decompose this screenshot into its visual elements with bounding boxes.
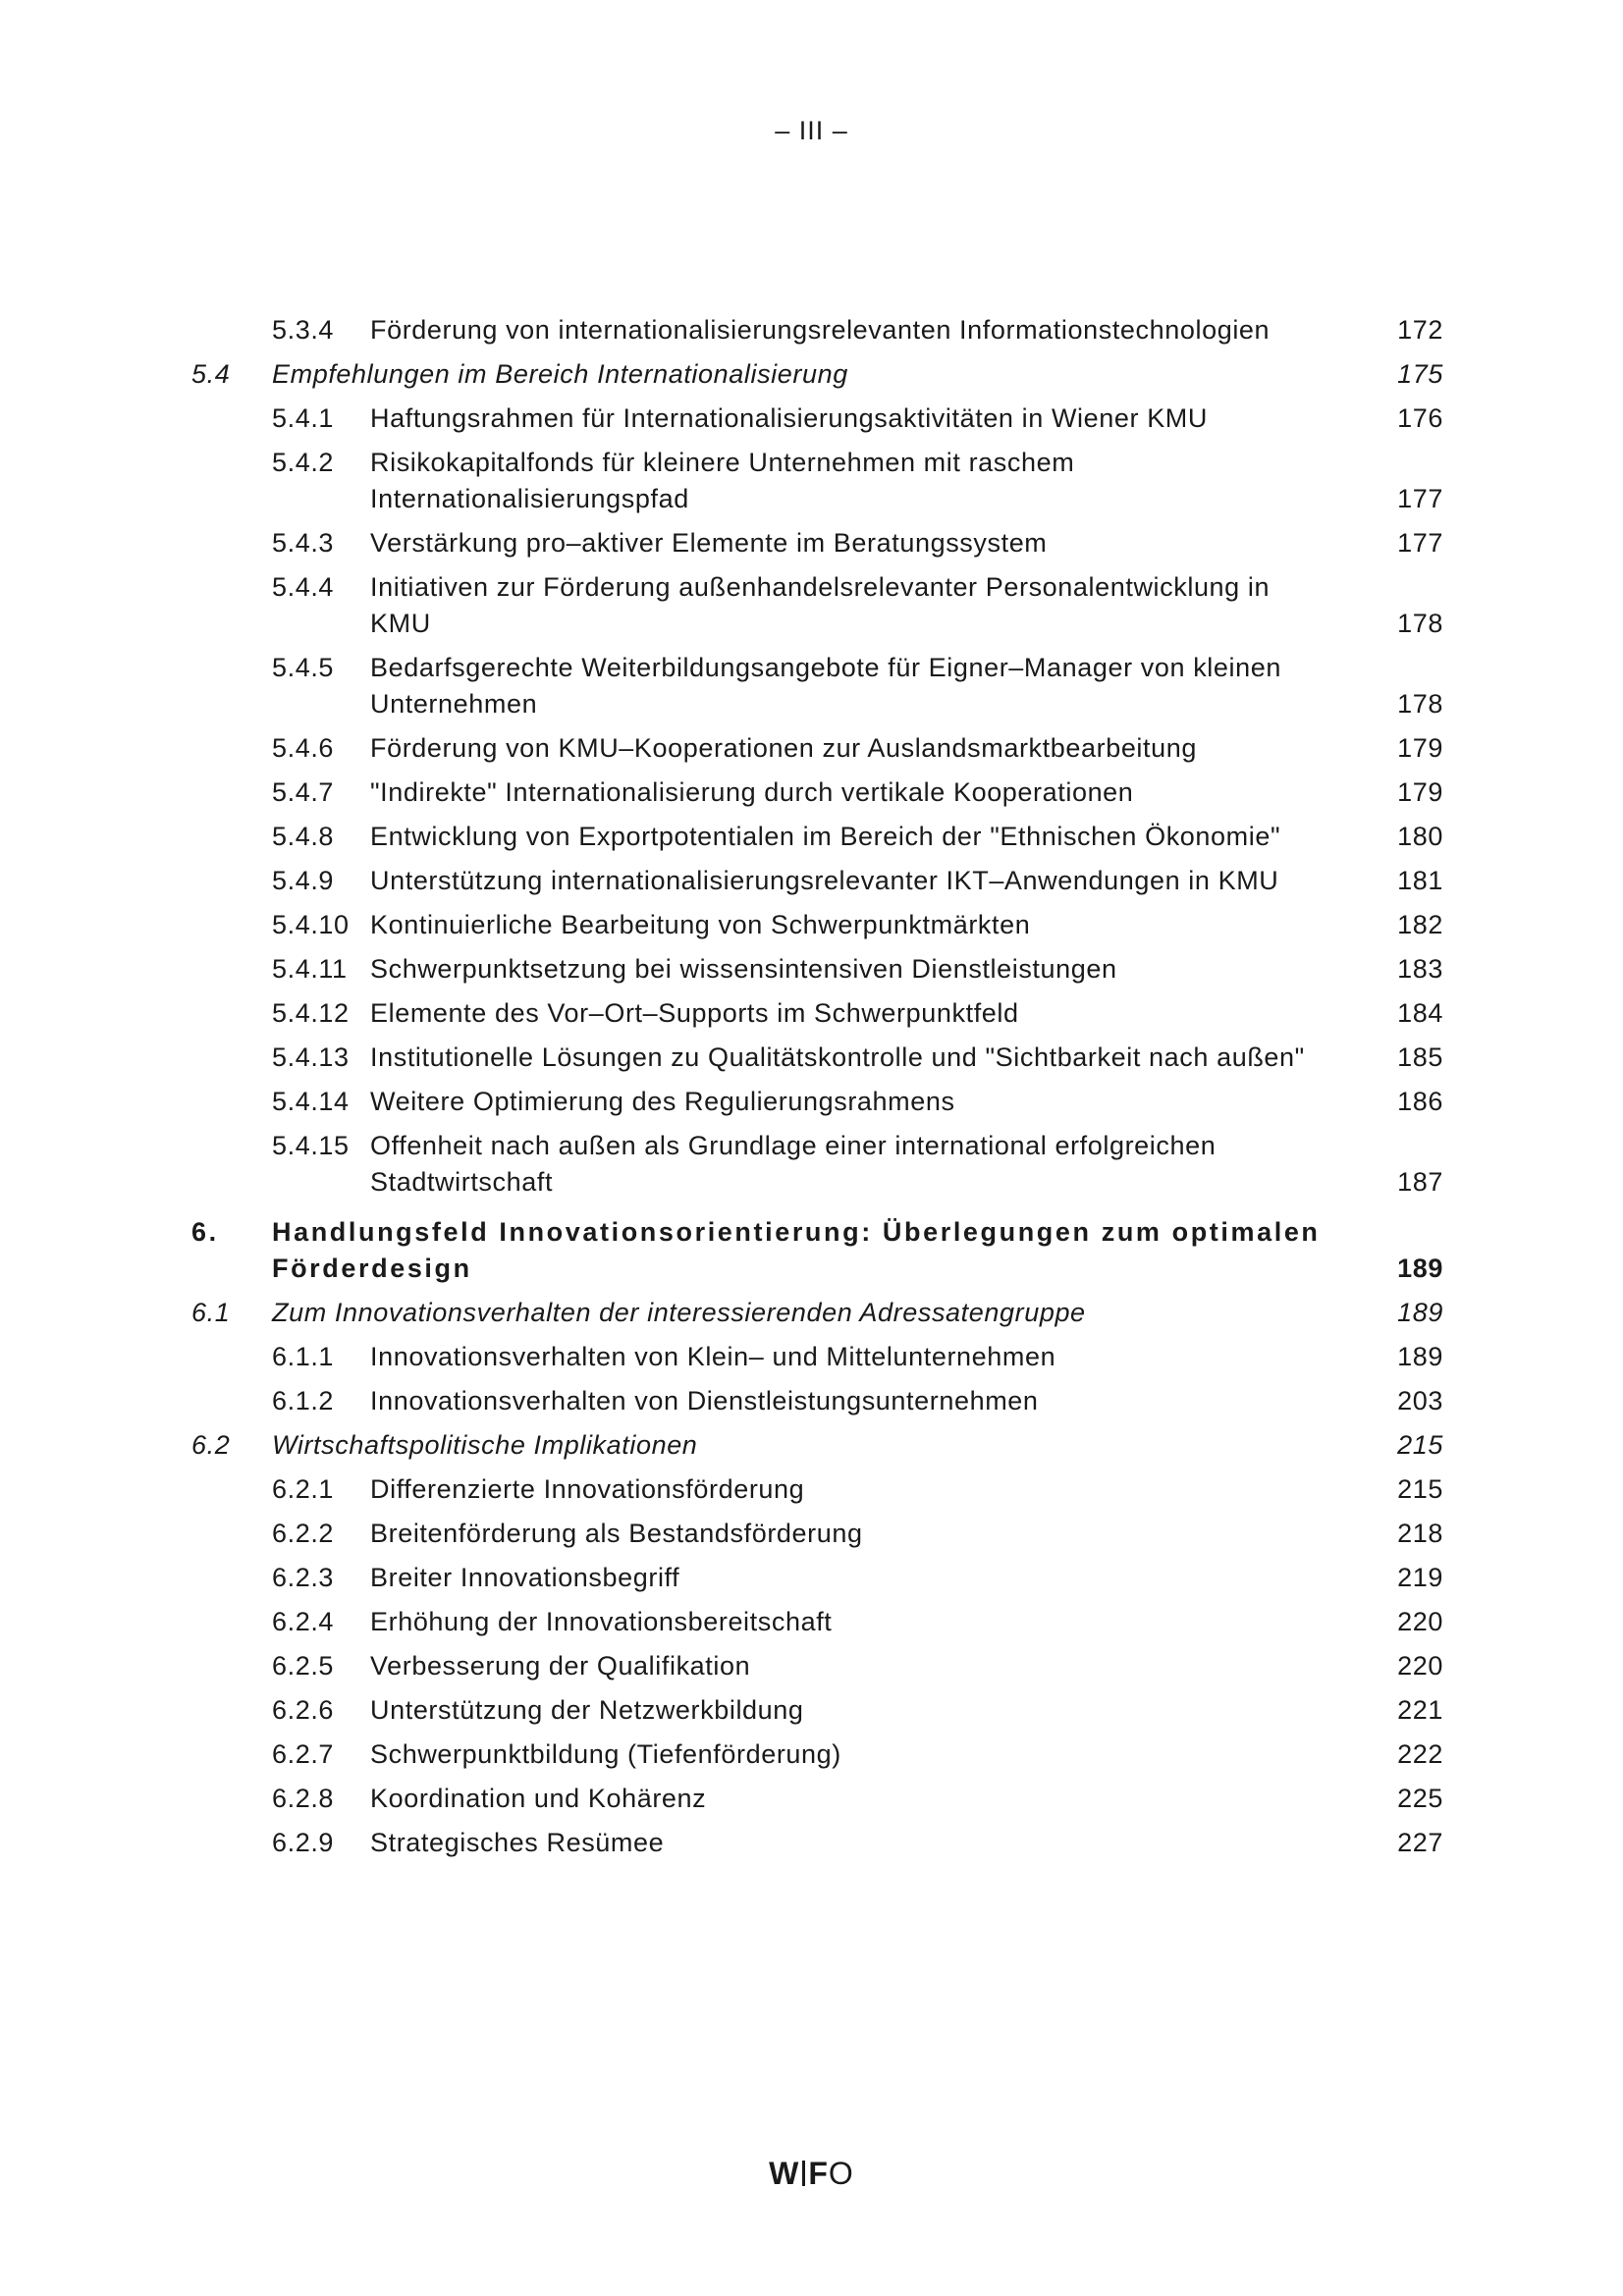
toc-entry-page: 177 xyxy=(1397,528,1443,558)
toc-entry-title: Institutionelle Lösungen zu Qualitätskontrolle und "Sichtbarkeit nach außen" xyxy=(370,1042,1305,1072)
toc-entry-title: Haftungsrahmen für Internationalisierungsaktivitäten in Wiener KMU xyxy=(370,403,1208,433)
toc-entry-page: 219 xyxy=(1397,1563,1443,1592)
toc-entry xyxy=(191,1383,1443,1419)
toc-entry-title: Unterstützung internationalisierungsrelevanter IKT–Anwendungen in KMU xyxy=(370,866,1279,895)
toc-entry-number: 5.4.7 xyxy=(272,777,335,807)
toc-entry-number: 5.4.14 xyxy=(272,1087,350,1116)
wifo-logo xyxy=(0,2156,1623,2192)
toc-entry-page: 182 xyxy=(1397,910,1443,939)
toc-entry-number: 6.2.3 xyxy=(272,1563,335,1592)
toc-entry-title: Breiter Innovationsbegriff xyxy=(370,1563,680,1592)
toc-entry-number: 6.2.1 xyxy=(272,1474,335,1504)
toc-entry xyxy=(191,1692,1443,1729)
toc-entry-number: 5.4.13 xyxy=(272,1042,350,1072)
toc-entry-title: Weitere Optimierung des Regulierungsrahmens xyxy=(370,1087,955,1116)
toc-entry-number: 6.2.6 xyxy=(272,1695,335,1725)
toc-entry-page: 178 xyxy=(1397,689,1443,719)
toc-entry-page: 220 xyxy=(1397,1651,1443,1681)
toc-entry xyxy=(191,1040,1443,1076)
toc-entry-number: 5.3.4 xyxy=(272,315,335,345)
toc-entry-number: 6.2.5 xyxy=(272,1651,335,1681)
toc-entry xyxy=(191,1214,1443,1287)
logo-bar xyxy=(802,2161,805,2186)
toc-entry xyxy=(191,356,1443,393)
toc-entry-page: 218 xyxy=(1397,1519,1443,1548)
table-of-contents xyxy=(191,312,1443,1869)
toc-entry-number: 6.2.9 xyxy=(272,1828,335,1857)
toc-entry-number: 5.4.4 xyxy=(272,572,335,602)
toc-entry-number: 5.4 xyxy=(191,359,231,389)
toc-entry xyxy=(191,774,1443,811)
toc-entry xyxy=(191,1427,1443,1464)
toc-entry-page: 184 xyxy=(1397,998,1443,1028)
toc-entry-page: 185 xyxy=(1397,1042,1443,1072)
toc-entry-page: 172 xyxy=(1397,315,1443,345)
toc-entry xyxy=(191,1516,1443,1552)
toc-entry-page: 183 xyxy=(1397,954,1443,984)
toc-entry xyxy=(191,1604,1443,1640)
toc-entry-number: 5.4.3 xyxy=(272,528,335,558)
toc-entry-number: 6.1 xyxy=(191,1298,231,1327)
toc-entry-title: Förderung von KMU–Kooperationen zur Auslandsmarktbearbeitung xyxy=(370,733,1197,763)
toc-entry xyxy=(191,1781,1443,1817)
toc-entry-page: 225 xyxy=(1397,1784,1443,1813)
toc-entry-number: 5.4.15 xyxy=(272,1131,350,1160)
toc-entry-page: 186 xyxy=(1397,1087,1443,1116)
toc-entry-page: 175 xyxy=(1397,359,1443,389)
toc-entry xyxy=(191,1128,1443,1201)
toc-entry-number: 6.2.7 xyxy=(272,1739,335,1769)
toc-entry-title: Erhöhung der Innovationsbereitschaft xyxy=(370,1607,833,1636)
toc-entry-number: 6.2.8 xyxy=(272,1784,335,1813)
toc-entry-number: 5.4.2 xyxy=(272,448,335,477)
toc-entry-page: 177 xyxy=(1397,484,1443,513)
toc-entry-title: Offenheit nach außen als Grundlage einer international erfolgreichen Stadtwirtschaft xyxy=(370,1131,1217,1197)
toc-entry-page: 221 xyxy=(1397,1695,1443,1725)
toc-entry xyxy=(191,312,1443,348)
toc-entry-number: 5.4.11 xyxy=(272,954,348,984)
toc-entry-number: 6.2.4 xyxy=(272,1607,335,1636)
toc-entry xyxy=(191,525,1443,561)
toc-entry xyxy=(191,1825,1443,1861)
toc-entry-page: 180 xyxy=(1397,822,1443,851)
toc-entry-page: 189 xyxy=(1397,1254,1443,1283)
toc-entry-title: Handlungsfeld Innovationsorientierung: Überlegungen zum optimalen Förderdesign xyxy=(272,1217,1321,1283)
toc-entry-title: Verstärkung pro–aktiver Elemente im Beratungssystem xyxy=(370,528,1048,558)
toc-entry-title: Entwicklung von Exportpotentialen im Bereich der "Ethnischen Ökonomie" xyxy=(370,822,1281,851)
logo-letter: W xyxy=(769,2156,800,2191)
toc-entry-title: Kontinuierliche Bearbeitung von Schwerpunktmärkten xyxy=(370,910,1031,939)
toc-entry-title: Wirtschaftspolitische Implikationen xyxy=(272,1430,698,1460)
toc-entry xyxy=(191,569,1443,642)
toc-entry-number: 6.2 xyxy=(191,1430,231,1460)
toc-entry-title: Förderung von internationalisierungsrelevanten Informationstechnologien xyxy=(370,315,1271,345)
toc-entry xyxy=(191,400,1443,437)
toc-entry xyxy=(191,995,1443,1032)
toc-entry xyxy=(191,1471,1443,1508)
page-number: – III – xyxy=(775,116,848,145)
toc-entry-title: Innovationsverhalten von Klein– und Mittelunternehmen xyxy=(370,1342,1056,1371)
toc-entry-number: 6.1.1 xyxy=(272,1342,335,1371)
toc-entry-page: 215 xyxy=(1397,1474,1443,1504)
toc-entry-page: 220 xyxy=(1397,1607,1443,1636)
toc-entry xyxy=(191,1648,1443,1684)
toc-entry-title: Innovationsverhalten von Dienstleistungsunternehmen xyxy=(370,1386,1039,1415)
toc-entry-number: 6.2.2 xyxy=(272,1519,335,1548)
toc-entry-page: 215 xyxy=(1397,1430,1443,1460)
toc-entry xyxy=(191,1339,1443,1375)
toc-entry xyxy=(191,1295,1443,1331)
toc-entry-number: 5.4.12 xyxy=(272,998,350,1028)
toc-entry-title: Elemente des Vor–Ort–Supports im Schwerpunktfeld xyxy=(370,998,1019,1028)
toc-entry-page: 179 xyxy=(1397,733,1443,763)
toc-entry-page: 189 xyxy=(1397,1298,1443,1327)
toc-entry-page: 181 xyxy=(1397,866,1443,895)
toc-entry-title: Risikokapitalfonds für kleinere Unternehmen mit raschem Internationalisierungspfad xyxy=(370,448,1075,513)
toc-entry xyxy=(191,819,1443,855)
toc-entry-number: 5.4.8 xyxy=(272,822,335,851)
toc-entry xyxy=(191,863,1443,899)
toc-entry xyxy=(191,445,1443,517)
toc-entry xyxy=(191,650,1443,722)
toc-entry-title: "Indirekte" Internationalisierung durch vertikale Kooperationen xyxy=(370,777,1134,807)
toc-entry-title: Initiativen zur Förderung außenhandelsrelevanter Personalentwicklung in KMU xyxy=(370,572,1271,638)
toc-entry-page: 189 xyxy=(1397,1342,1443,1371)
toc-entry-title: Zum Innovationsverhalten der interessierenden Adressatengruppe xyxy=(272,1298,1086,1327)
toc-entry-title: Strategisches Resümee xyxy=(370,1828,665,1857)
toc-entry-page: 203 xyxy=(1397,1386,1443,1415)
toc-entry-title: Bedarfsgerechte Weiterbildungsangebote für Eigner–Manager von kleinen Unternehmen xyxy=(370,653,1281,719)
logo-letter: F xyxy=(808,2156,829,2191)
logo-letter: O xyxy=(828,2156,854,2191)
toc-entry-title: Koordination und Kohärenz xyxy=(370,1784,707,1813)
toc-entry-page: 187 xyxy=(1397,1167,1443,1197)
toc-entry xyxy=(191,1084,1443,1120)
toc-entry-number: 5.4.6 xyxy=(272,733,335,763)
toc-entry-number: 6. xyxy=(191,1217,219,1247)
toc-entry-title: Empfehlungen im Bereich Internationalisierung xyxy=(272,359,848,389)
toc-entry-number: 5.4.1 xyxy=(272,403,335,433)
toc-entry-number: 5.4.9 xyxy=(272,866,335,895)
toc-entry xyxy=(191,1560,1443,1596)
toc-entry-title: Schwerpunktbildung (Tiefenförderung) xyxy=(370,1739,841,1769)
toc-entry xyxy=(191,951,1443,988)
toc-entry-number: 5.4.5 xyxy=(272,653,335,682)
toc-entry-title: Differenzierte Innovationsförderung xyxy=(370,1474,805,1504)
toc-entry-page: 227 xyxy=(1397,1828,1443,1857)
toc-entry xyxy=(191,907,1443,943)
toc-entry-page: 176 xyxy=(1397,403,1443,433)
toc-entry-number: 5.4.10 xyxy=(272,910,350,939)
toc-entry-title: Schwerpunktsetzung bei wissensintensiven Dienstleistungen xyxy=(370,954,1117,984)
toc-entry-page: 222 xyxy=(1397,1739,1443,1769)
toc-entry-title: Verbesserung der Qualifikation xyxy=(370,1651,751,1681)
toc-entry-number: 6.1.2 xyxy=(272,1386,335,1415)
toc-entry-page: 179 xyxy=(1397,777,1443,807)
toc-entry xyxy=(191,730,1443,767)
toc-entry-title: Breitenförderung als Bestandsförderung xyxy=(370,1519,863,1548)
toc-entry xyxy=(191,1736,1443,1773)
toc-entry-page: 178 xyxy=(1397,609,1443,638)
toc-entry-title: Unterstützung der Netzwerkbildung xyxy=(370,1695,804,1725)
